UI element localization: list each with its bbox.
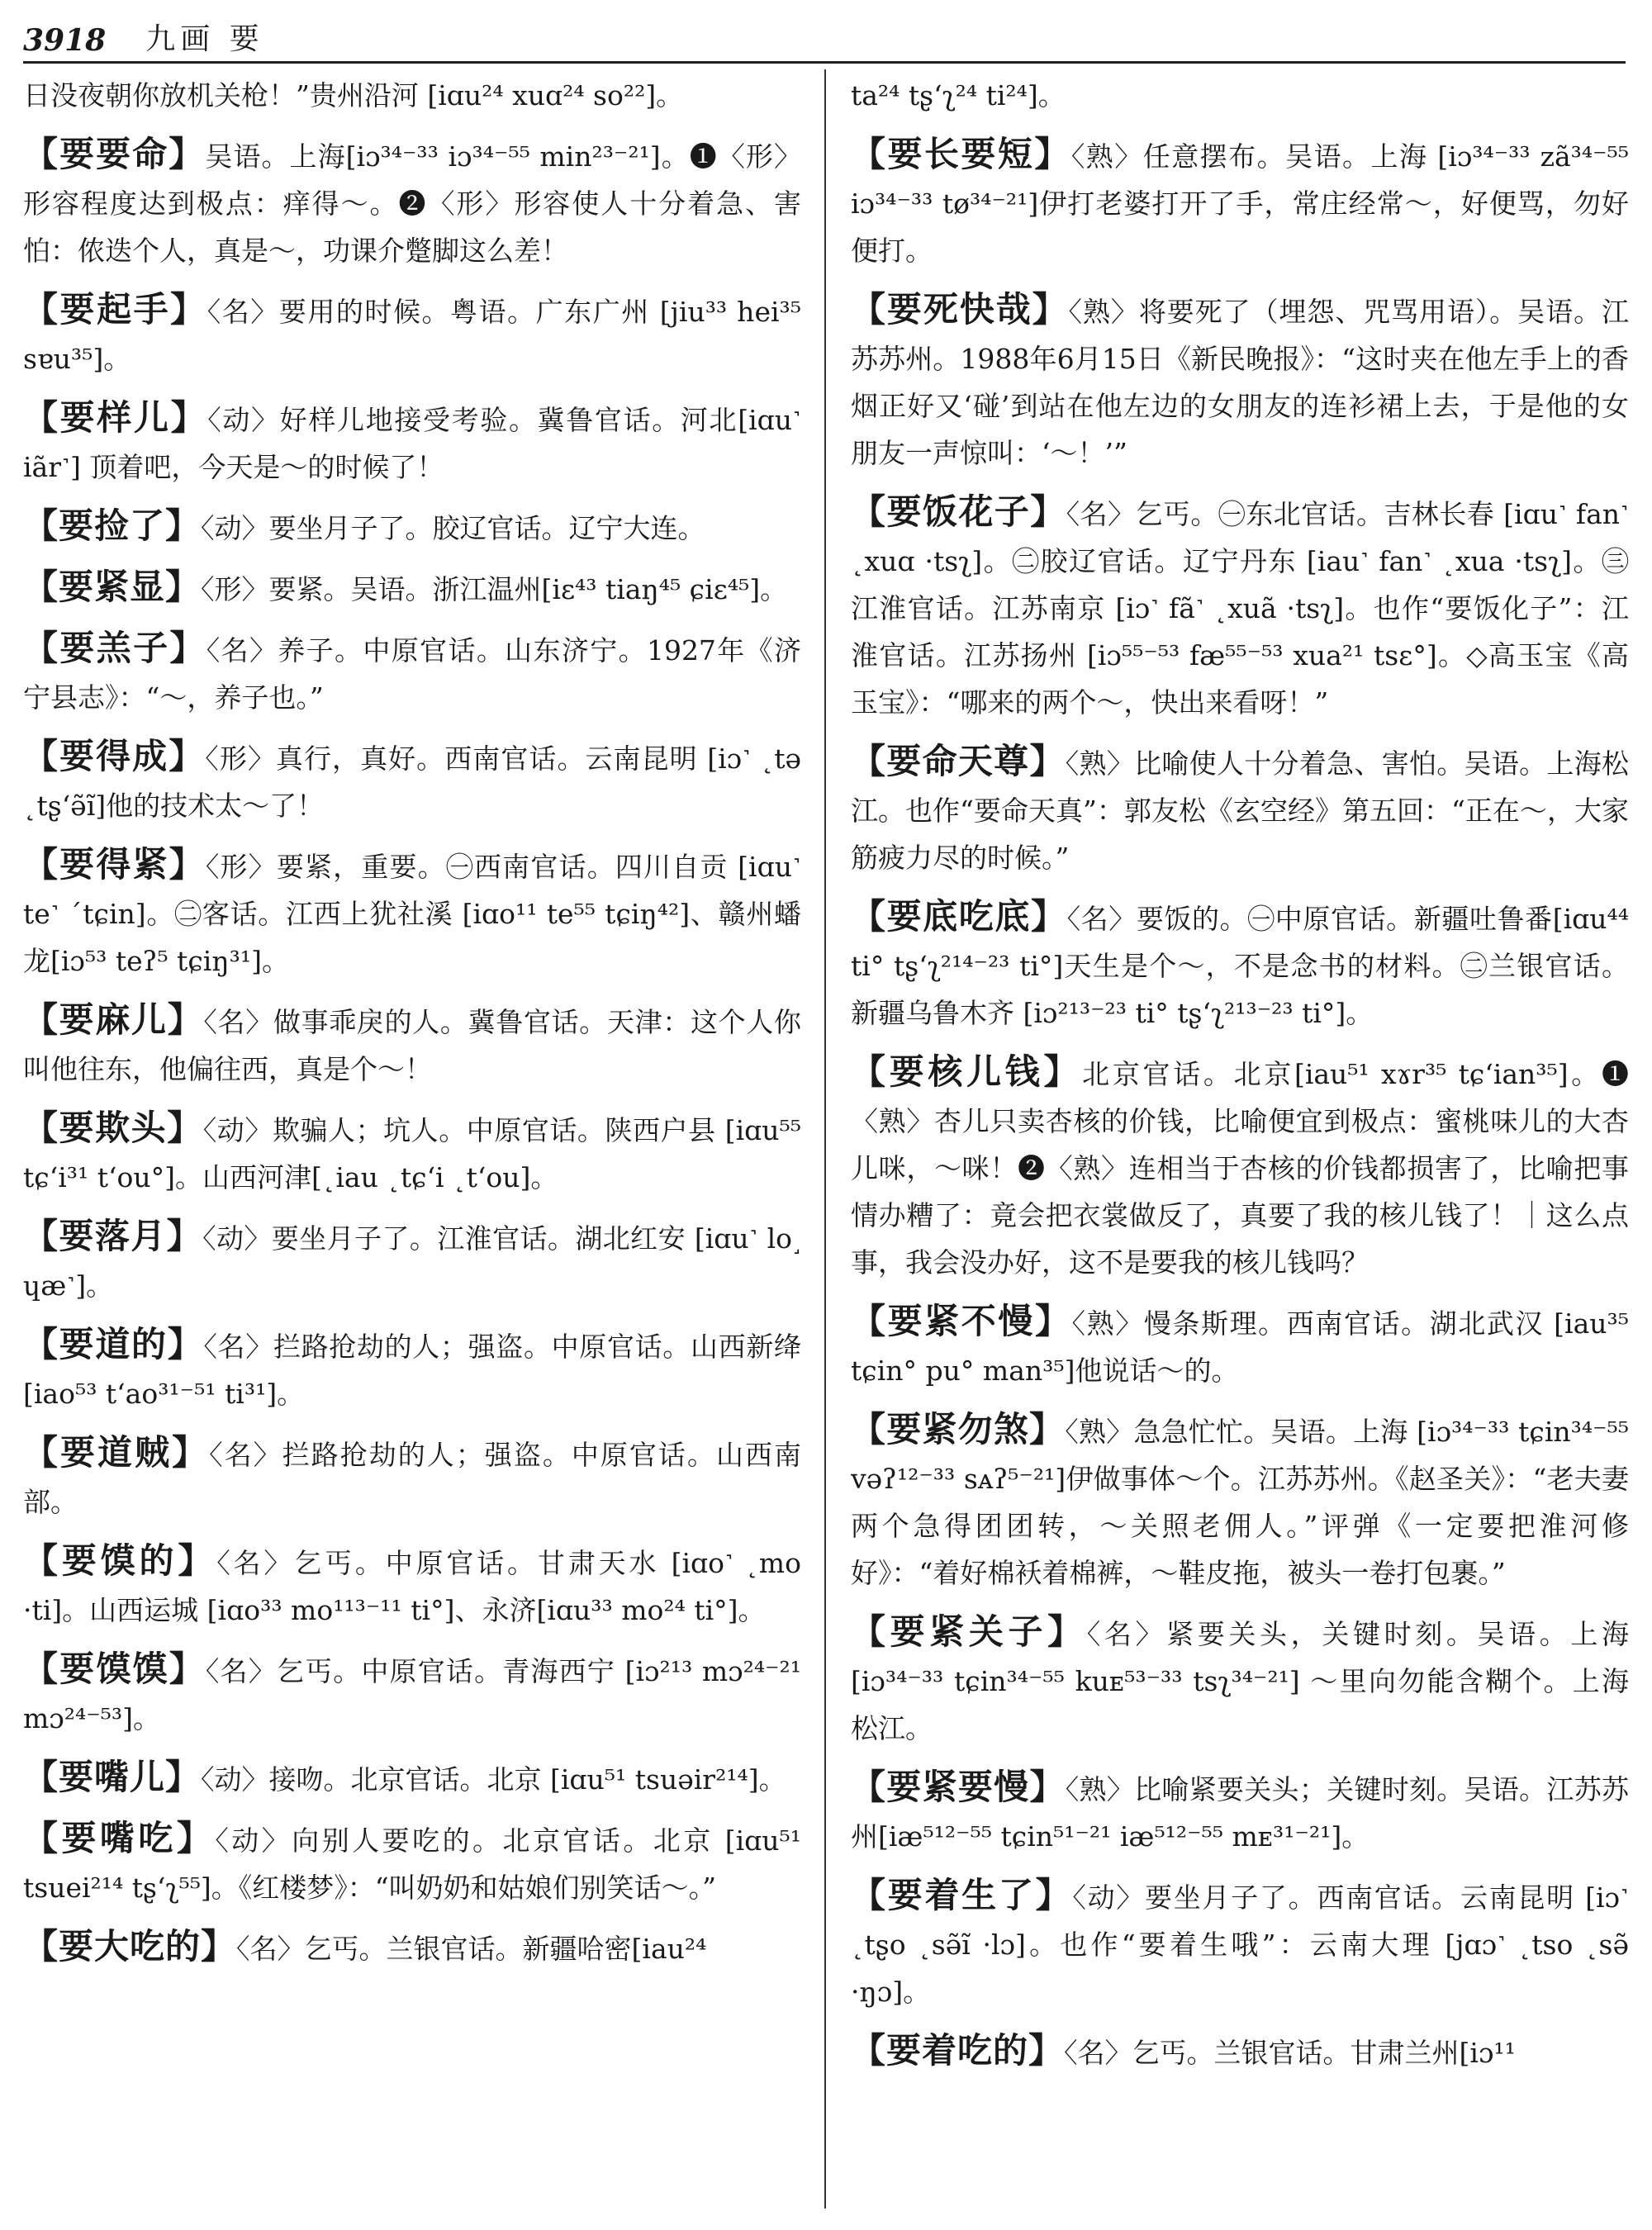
dictionary-entry bbox=[23, 1321, 801, 1417]
dictionary-entry bbox=[851, 1048, 1629, 1286]
entry-definition: 〈名〉乞丐。兰银官话。新疆哈密[iau²⁴ bbox=[236, 1933, 707, 1965]
dictionary-entry bbox=[23, 563, 801, 613]
entry-headword: 【要着吃的】 bbox=[851, 2030, 1065, 2071]
entry-definition: 吴语。上海[iɔ³⁴⁻³³ iɔ³⁴⁻⁵⁵ min²³⁻²¹]。❶〈形〉形容程度达到极点：痒得～。❷〈形〉形容使人十分着急、害怕：侬迭个人，真是～，功课介蹩脚这么差！ bbox=[23, 140, 801, 267]
entry-headword: 【要馍的】 bbox=[23, 1540, 217, 1581]
dictionary-entry bbox=[23, 1537, 801, 1634]
entry-definition: 〈动〉要坐月子了。西南官话。云南昆明 [iɔ˺ ˛tʂo ˛sə̃ĩ ·lɔ]。也作“要着生哦”：云南大理 [jɑɔ˺ ˛tso ˛sə̃ ·ŋɔ]。 bbox=[851, 1881, 1629, 2008]
entry-definition: ta²⁴ tʂʻʅ²⁴ ti²⁴]。 bbox=[851, 79, 1066, 112]
entry-definition: 〈名〉拦路抢劫的人；强盗。中原官话。山西新绛[iao⁵³ tʻao³¹⁻⁵¹ ti³¹]。 bbox=[23, 1331, 801, 1410]
dictionary-entry bbox=[23, 394, 801, 491]
entry-definition: 〈名〉拦路抢劫的人；强盗。中原官话。山西南部。 bbox=[23, 1439, 801, 1518]
entry-headword: 【要道的】 bbox=[23, 1324, 204, 1364]
entry-definition: 〈名〉做事乖戾的人。冀鲁官话。天津：这个人你叫他往东，他偏往西，真是个～！ bbox=[23, 1006, 801, 1085]
right-column bbox=[851, 69, 1629, 2217]
entry-definition: 〈动〉向别人要吃的。北京官话。北京 [iɑu⁵¹ tsuei²¹⁴ tʂʻʅ⁵⁵]。《红楼梦》：“叫奶奶和姑娘们别笑话～。” bbox=[23, 1824, 801, 1904]
dictionary-entry bbox=[851, 1298, 1629, 1394]
entry-headword: 【要得成】 bbox=[23, 736, 206, 776]
dictionary-entry bbox=[23, 996, 801, 1093]
dictionary-entry bbox=[23, 1104, 801, 1201]
dictionary-entry bbox=[23, 69, 801, 119]
entry-definition: 〈名〉乞丐。中原官话。甘肃天水 [iɑo˺ ˛mo ·ti]。山西运城 [iɑo³³ mo¹¹³⁻¹¹ ti°]、永济[iɑu³³ mo²⁴ ti°]。 bbox=[23, 1547, 801, 1626]
entry-definition: 〈熟〉比喻紧要关头；关键时刻。吴语。江苏苏州[iæ⁵¹²⁻⁵⁵ tɕin⁵¹⁻²¹ iæ⁵¹²⁻⁵⁵ mᴇ³¹⁻²¹]。 bbox=[851, 1773, 1629, 1853]
entry-definition: 〈形〉要紧。吴语。浙江温州[iɛ⁴³ tiaŋ⁴⁵ ɕiɛ⁴⁵]。 bbox=[201, 573, 788, 605]
entry-definition: 〈熟〉任意摆布。吴语。上海 [iɔ³⁴⁻³³ zã³⁴⁻⁵⁵ iɔ³⁴⁻³³ tø³⁴⁻²¹]伊打老婆打开了手，常庄经常～，好便骂，勿好便打。 bbox=[851, 140, 1629, 267]
entry-definition: 〈名〉乞丐。兰银官话。甘肃兰州[iɔ¹¹ bbox=[1064, 2037, 1516, 2069]
dictionary-entry bbox=[23, 1923, 801, 1972]
entry-headword: 【要落月】 bbox=[23, 1216, 203, 1256]
dictionary-entry bbox=[23, 1815, 801, 1911]
entry-headword: 【要紧要慢】 bbox=[851, 1767, 1066, 1807]
entry-headword: 【要紧不慢】 bbox=[851, 1301, 1072, 1341]
left-column bbox=[23, 69, 801, 2217]
entry-headword: 【要要命】 bbox=[23, 134, 206, 174]
entry-headword: 【要饭花子】 bbox=[851, 491, 1066, 532]
dictionary-entry bbox=[851, 893, 1629, 1037]
dictionary-entry bbox=[23, 502, 801, 552]
entry-definition: 〈熟〉慢条斯理。西南官话。湖北武汉 [iau³⁵ tɕin° pu° man³⁵]他说话～的。 bbox=[851, 1307, 1629, 1387]
entry-headword: 【要样儿】 bbox=[23, 397, 208, 438]
entry-headword: 【要长要短】 bbox=[851, 134, 1071, 174]
entry-headword: 【要捡了】 bbox=[23, 505, 202, 546]
entry-headword: 【要道贼】 bbox=[23, 1432, 210, 1473]
entry-definition: 〈动〉接吻。北京官话。北京 [iɑu⁵¹ tsuəir²¹⁴]。 bbox=[201, 1763, 786, 1796]
dictionary-entry bbox=[23, 1645, 801, 1742]
entry-headword: 【要核儿钱】 bbox=[851, 1051, 1083, 1092]
page-number: 3918 bbox=[23, 23, 107, 58]
entry-headword: 【要嘴吃】 bbox=[23, 1818, 216, 1858]
section-title: 九画 要 bbox=[145, 22, 264, 56]
dictionary-entry bbox=[851, 1872, 1629, 2015]
entry-headword: 【要死快哉】 bbox=[851, 289, 1069, 330]
dictionary-entry bbox=[851, 738, 1629, 881]
entry-headword: 【要得紧】 bbox=[23, 844, 206, 885]
entry-definition: 〈名〉养子。中原官话。山东济宁。1927年《济宁县志》：“～，养子也。” bbox=[23, 634, 801, 714]
entry-headword: 【要麻儿】 bbox=[23, 999, 204, 1040]
entry-headword: 【要大吃的】 bbox=[23, 1926, 237, 1967]
dictionary-entry bbox=[23, 130, 801, 274]
entry-definition: 〈动〉要坐月子了。胶辽官话。辽宁大连。 bbox=[201, 512, 705, 544]
entry-definition: 〈名〉乞丐。㊀东北官话。吉林长春 [iɑu˺ fan˺ ˛xuɑ ·tsʅ]。㊁胶辽官话。辽宁丹东 [iau˺ fan˺ ˛xua ·tsʅ]。㊂江淮官话。江苏南京 [iɔ˺ fã˺ ˛xuã ·tsʅ]。也作“要饭化子”：江淮官话。江苏扬州 [iɔ⁵⁵⁻⁵³ fæ⁵⁵⁻⁵³ xua²¹ tsɛ°]。◇高玉宝《高玉宝》：“哪来的两个～，快出来看呀！” bbox=[851, 498, 1629, 719]
dictionary-entry bbox=[23, 841, 801, 985]
dictionary-entry bbox=[851, 488, 1629, 726]
entry-headword: 【要底吃底】 bbox=[851, 896, 1067, 937]
dictionary-entry bbox=[23, 624, 801, 721]
dictionary-entry bbox=[851, 1608, 1629, 1752]
entry-definition: 〈熟〉急急忙忙。吴语。上海 [iɔ³⁴⁻³³ tɕin³⁴⁻⁵⁵ vəʔ¹²⁻³³ sᴀʔ⁵⁻²¹]伊做事体～个。江苏苏州。《赵圣关》：“老夫妻两个急得团团转，～关照老佣人。”评弹《一定要把淮河修好》：“着好棉袄着棉裤，～鞋皮拖，被头一卷打包裹。” bbox=[851, 1416, 1629, 1589]
entry-headword: 【要起手】 bbox=[23, 289, 207, 330]
entry-definition: 〈动〉欺骗人；坑人。中原官话。陕西户县 [iɑu⁵⁵ tɕʻi³¹ tʻou°]。山西河津[˛iau ˛tɕʻi ˛tʻou]。 bbox=[23, 1114, 801, 1193]
entry-definition: 〈熟〉比喻使人十分着急、害怕。吴语。上海松江。也作“要命天真”：郭友松《玄空经》第五回：“正在～，大家筋疲力尽的时候。” bbox=[851, 747, 1629, 874]
entry-headword: 【要羔子】 bbox=[23, 628, 206, 668]
entry-definition: 〈形〉要紧，重要。㊀西南官话。四川自贡 [iɑu˺ te˺ ˊtɕin]。㊁客话。江西上犹社溪 [iɑo¹¹ te⁵⁵ tɕiŋ⁴²]、赣州蟠龙[iɔ⁵³ teʔ⁵ tɕiŋ³¹]。 bbox=[23, 851, 801, 977]
dictionary-entry bbox=[851, 69, 1629, 119]
entry-definition: 〈名〉紧要关头，关键时刻。吴语。上海 [iɔ³⁴⁻³³ tɕin³⁴⁻⁵⁵ kuᴇ⁵³⁻³³ tsʅ³⁴⁻²¹] ～里向勿能含糊个。上海松江。 bbox=[851, 1618, 1629, 1744]
entry-definition: 北京官话。北京[iau⁵¹ xɤr³⁵ tɕʻian³⁵]。❶〈熟〉杏儿只卖杏核的价钱，比喻便宜到极点：蜜桃味儿的大杏儿咪，～咪！❷〈熟〉连相当于杏核的价钱都损害了，比喻把事情办糟了：竟会把衣裳做反了，真要了我的核儿钱了！｜这么点事，我会没办好，这不是要我的核儿钱吗？ bbox=[851, 1058, 1629, 1279]
dictionary-entry bbox=[851, 1763, 1629, 1860]
dictionary-entry bbox=[851, 130, 1629, 274]
entry-headword: 【要嘴儿】 bbox=[23, 1757, 202, 1797]
entry-definition: 〈动〉好样儿地接受考验。冀鲁官话。河北[iɑu˺ iãr˺] 顶着吧，今天是～的时候了！ bbox=[23, 404, 801, 483]
entry-definition: 日没夜朝你放机关枪！”贵州沿河 [iɑu²⁴ xuɑ²⁴ so²²]。 bbox=[23, 79, 684, 112]
dictionary-entry bbox=[23, 733, 801, 829]
entry-headword: 【要欺头】 bbox=[23, 1108, 203, 1148]
dictionary-entry bbox=[851, 2027, 1629, 2076]
dictionary-entry bbox=[851, 1406, 1629, 1597]
entry-definition: 〈名〉要饭的。㊀中原官话。新疆吐鲁番[iɑu⁴⁴ ti° tʂʻʅ²¹⁴⁻²³ ti°]天生是个～，不是念书的材料。㊁兰银官话。新疆乌鲁木齐 [iɔ²¹³⁻²³ ti° tʂʻʅ²¹³⁻²³ ti°]。 bbox=[851, 903, 1629, 1029]
entry-headword: 【要着生了】 bbox=[851, 1875, 1073, 1915]
entry-definition: 〈熟〉将要死了（埋怨、咒骂用语）。吴语。江苏苏州。1988年6月15日《新民晚报》：“这时夹在他左手上的香烟正好又‘碰’到站在他左边的女朋友的连衫裙上去，于是他的女朋友一声惊叫：‘～！’” bbox=[851, 296, 1629, 469]
entry-definition: 〈名〉要用的时候。粤语。广东广州 [jiu³³ hei³⁵ sɐu³⁵]。 bbox=[23, 296, 801, 375]
entry-definition: 〈形〉真行，真好。西南官话。云南昆明 [iɔ˺ ˛tə ˛tʂʻə̃ĩ]他的技术太～了！ bbox=[23, 743, 801, 822]
entry-headword: 【要馍馍】 bbox=[23, 1649, 206, 1689]
entry-headword: 【要紧关子】 bbox=[851, 1611, 1087, 1652]
entry-headword: 【要紧勿煞】 bbox=[851, 1409, 1066, 1450]
dictionary-entry bbox=[23, 286, 801, 382]
entry-headword: 【要紧显】 bbox=[23, 567, 202, 607]
entry-definition: 〈动〉要坐月子了。江淮官话。湖北红安 [iɑu˺ lo˼ ɥæ˺]。 bbox=[23, 1222, 801, 1302]
dictionary-entry bbox=[851, 286, 1629, 477]
dictionary-entry bbox=[23, 1429, 801, 1525]
dictionary-entry bbox=[23, 1212, 801, 1309]
page-header bbox=[23, 13, 1626, 64]
column-divider bbox=[824, 69, 826, 2209]
dictionary-entry bbox=[23, 1753, 801, 1803]
entry-definition: 〈名〉乞丐。中原官话。青海西宁 [iɔ²¹³ mɔ²⁴⁻²¹ mɔ²⁴⁻⁵³]。 bbox=[23, 1655, 801, 1734]
entry-headword: 【要命天尊】 bbox=[851, 741, 1066, 781]
